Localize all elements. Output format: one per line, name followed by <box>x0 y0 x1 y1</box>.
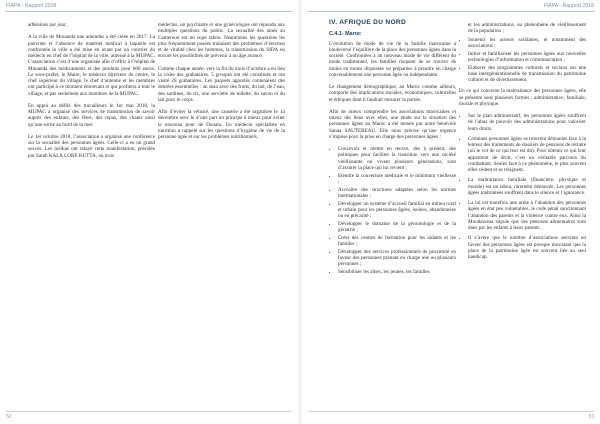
left-running-header: FIAPA - Rapport 2018 <box>6 3 57 9</box>
paragraph: En ce qui concerne la maltraitance des personnes âgées, elle se présente sous plusieurs formes : administrative, familiale, morale et physique. <box>459 88 586 107</box>
list-item: • Etendre la couverture médicale et le minimum vieillesse ; <box>338 173 456 186</box>
right-running-header: FIAPA - Rapport 2018 <box>543 3 594 9</box>
right-page-column-2 <box>459 22 586 265</box>
right-footer-rule <box>308 411 594 412</box>
right-page-column-1 <box>329 19 456 280</box>
paragraph: médecins, un psychiatre et une gynécologue ont répondu aux multiples questions du public. La sexualité des aînés au Cameroun est un sujet tabou. Néanmoins les questions les plus fréquemment posées traitaient des problèmes d’érection et de vitalité chez les hommes, la transmission du SIDA ou encore les possibilités de prévenir à un âge avancé. <box>158 22 285 60</box>
left-page-number: 52 <box>6 414 12 420</box>
list-item: • Elaborer des programmes culturels et sociaux sur une base intergénérationnelle de transmission du patrimoine culturel et de divertissement. <box>468 65 586 84</box>
right-page <box>302 0 600 424</box>
list-item: • Initier et familiariser les personnes âgées aux nouvelles technologies d’information et communication ; <box>468 51 586 64</box>
paragraph: adhésions par jour. <box>28 22 67 28</box>
paragraph: Le 1er octobre 2018, l’association a organisé une conférence sur la sexualité des personnes âgées. Celle-ci a eu un grand succès. Les médias ont relayé cette manifestation, présidée par Sarah KALA LOBE KUTTA, où trois <box>28 133 155 159</box>
left-header-rule <box>6 11 292 12</box>
list-item: • Accroître des structures adaptées selon les normes internationales ; <box>338 187 456 200</box>
list-continuation: et les administrations, au phénomène de vieillissement de la population ; <box>468 22 586 35</box>
left-page-column-1 <box>28 22 155 165</box>
left-page-column-2 <box>158 22 285 146</box>
list-item: • Développer un système d’accueil familial en milieu rural et urbain pour les personnes âgées, isolées, abandonnées ou en précarité ; <box>338 201 456 220</box>
list-item: • Sensibiliser les aînés, les jeunes, les familles <box>338 269 456 275</box>
maltreatment-list <box>459 113 586 260</box>
list-item: • Créer des centres de formation pour les aidants et les familles ; <box>338 235 456 248</box>
paragraph: Comme chaque année, vers la fin du mois d’octobre a eu lieu la visite des grabataires. 5 groupes ont été constitués et ont visité 28 grabataires. Les paquets apportés contenaient des denrées essentielles : un seau avec des fruits, du lait, de l’eau, des sardines, du riz, une serviette de toilette, du savon et du lait pour le corps. <box>158 65 285 103</box>
recommendations-list <box>329 146 456 275</box>
paragraph: Afin de mieux comprendre les associations marocaines et mieux des liens avec elles, une étude sur la situation des personnes âgées au Maroc a été menée par notre bénévole Sanaa SAUTEREAU. Elle nous précise qu’une urgence s’impose pour la prise en charge des personnes âgées : <box>329 108 456 140</box>
paragraph: A la ville de Mouanda une amendes a été créée en 2017. La pauvreté et l’absence de matériel médical à laquelle est confrontée la ville a été mise en avant par un courrier du médecin en chef de l’hôpital de la ville, adressé à la MUPAC. L’association s’est d’une organisée afin d’offrir à l’hôpital de Mouanda des médicaments et des produits pour 600 euros. Le sous-préfet, le Maire, le médecin directeur du centre, le chef supérieur du village, le chef d’antenne et les membres ont participé à ce moment émouvant et qui profitera à tout le village, et pas seulement aux membres de la MUPAC. <box>28 34 155 97</box>
paragraph: L’évolution de mode de vie de la famille marocaine a bouleversé l’équilibre de la place des personnes âgées dans la société. Confrontées à un nouveau mode de vie différent du mode traditionnel, les familles risquent de se trouver de moins en moins disposées ou préparées à prendre en charge convenablement une personne âgée ou indépendante. <box>329 40 456 78</box>
list-item: • Soutenir les acteurs solidaires, et notamment des associations ; <box>468 37 586 50</box>
list-item: • Certaines personnes âgées se trouvent démunies face à la lenteur des traitements de dossiers de pensions de retraite (où le vol de ce qui leur est dû). Pour obtenir ce qui leur appartient de droit, c’est un véritable parcours du combattant. Seules face à ce phénomène, le plus souvent elles cèdent et se résignent. <box>468 136 586 174</box>
list-item: • Développer des services professionnels de proximité en faveur des personnes prenant en charge une ou plusieurs personnes ; <box>338 249 456 268</box>
paragraph: Le changement démographique, au Maroc comme ailleurs, comporte des implications sociales, économiques, culturelles et éthiques dont il faudrait mesurer la portée. <box>329 84 456 103</box>
left-footer-rule <box>6 411 292 412</box>
right-header-rule <box>308 11 594 12</box>
list-item: • La loi est toutefois une arme à l’abandon des personnes âgées en état peu vulnérables, le code pénal sanctionnant l’abandon des parents et la violence contre eux. Ainsi la Moudawana stipule que des pensions alimentaires sont dues par les enfants à leurs parents. <box>468 200 586 231</box>
list-item: • Développer le domaine de la gérontologie et de la gériatrie ; <box>338 221 456 234</box>
subsection-title: C.4.1- Maroc <box>329 31 362 38</box>
paragraph: Afin d’éviter la vétusté, une causerie a été organisée le 14 décembre avec le d’une part un principe à mieux pour éviter le nouveau pour de Douala. Un médecin spécialiste en nutrition a rappelé sur les questions d’hygiène de vie de la personne âgée et sur les problèmes nutritionnels. <box>158 109 285 140</box>
list-item: • Il s’avère que le nombre d’associations œuvrant en faveur des personnes âgées est presque inexistant que la place de la patrimoine âgée est souvent liée au seul handicap. <box>468 235 586 260</box>
section-title: IV. AFRIQUE DU NORD <box>329 19 407 26</box>
list-item: • Concevoir et mettre en œuvre, dès à présent, des politiques pour faciliter la transition vers une société vieillissante ou vivent plusieurs générations, sont d’assurer la place qui lui revient ; <box>338 146 456 171</box>
paragraph: En appui au défilé des travailleurs le 1er mai 2018, la MUPAC a organisé des services de transmission de savoir auprès des enfants, des fêtes, des repas, des chants ainsi qu’une sortie au bord de la mer. <box>28 102 155 128</box>
right-page-number: 53 <box>588 414 594 420</box>
recommendations-list-continued <box>459 37 586 84</box>
left-page <box>0 0 298 424</box>
list-item: • La maltraitance familiale (financière, physique et morale) est un tabou, rarement dénoncée. Les personnes âgées maltraitées souffrent dans le silence et l’ignorance. <box>468 177 586 196</box>
list-item: • Sur le plan administratif, les personnes âgées souffrent de l’abus de pouvoir des administrations pour valoriser leurs droits. <box>468 113 586 132</box>
